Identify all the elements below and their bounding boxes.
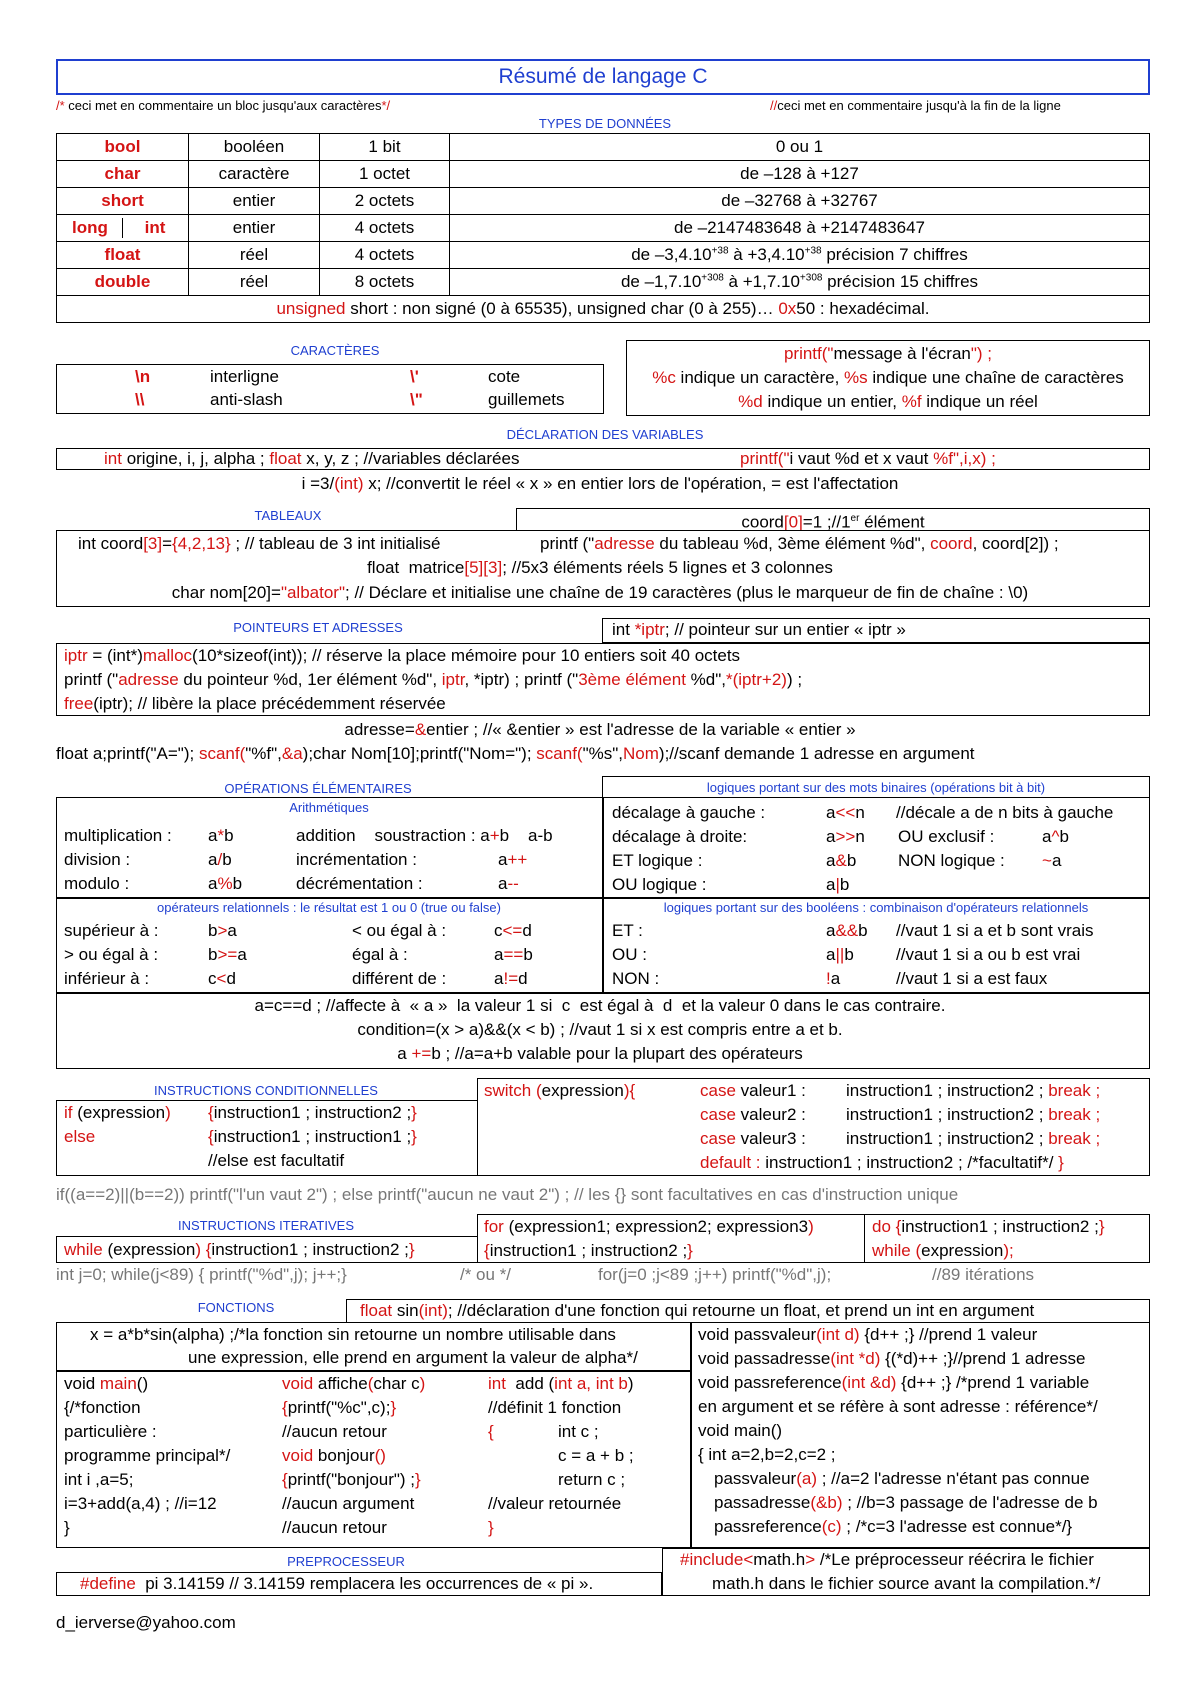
else-block: {instruction1 ; instruction1 ;} xyxy=(208,1127,417,1146)
for-line-2: {instruction1 ; instruction2 ;} xyxy=(484,1241,693,1260)
switch-line: switch (expression){ xyxy=(484,1081,636,1100)
op-not-expr: ~a xyxy=(1042,851,1062,870)
decl-caption: DÉCLARATION DES VARIABLES xyxy=(506,427,704,442)
func-add-close: } xyxy=(488,1518,494,1537)
op-ne: différent de : xyxy=(352,969,447,988)
ops-divider-h1 xyxy=(56,897,1150,899)
if-line: if (expression) xyxy=(64,1103,171,1122)
func-passvaleur: void passvaleur(int d) {d++ ;} //prend 1 valeur xyxy=(698,1325,1038,1344)
op-sup: supérieur à : xyxy=(64,921,159,940)
while-line: while (expression) {instruction1 ; instruction2 ;} xyxy=(64,1240,415,1259)
op-lnot-note: //vaut 1 si a est faux xyxy=(896,969,1048,988)
op-shl-note: //décale a de n bits à gauche xyxy=(896,803,1114,822)
op-shl: décalage à gauche : xyxy=(612,803,766,822)
arrays-line-3: char nom[20]="albator"; // Déclare et initialise une chaîne de 19 caractères (plus le marqueur de fin de chaîne : \0) xyxy=(171,583,1029,602)
iter-example-for: for(j=0 ;j<89 ;j++) printf("%d",j); xyxy=(598,1265,832,1284)
op-add: addition soustraction : a+b a-b xyxy=(296,826,553,845)
char-dquote: \" xyxy=(410,390,423,409)
op-or: OU logique : xyxy=(612,875,707,894)
iter-example-while: int j=0; while(j<89) { printf("%d",j); j++;} xyxy=(56,1265,347,1284)
op-land-expr: a&&b xyxy=(826,921,868,940)
iter-example-note: //89 itérations xyxy=(932,1265,1035,1284)
do-line-2: while (expression); xyxy=(872,1241,1014,1260)
arrays-caption: TABLEAUX xyxy=(254,508,322,523)
func-main-l3: programme principal*/ xyxy=(64,1446,231,1465)
char-quote: \' xyxy=(410,367,419,386)
func-main2-decl: { int a=2,b=2,c=2 ; xyxy=(698,1445,836,1464)
func-ref-note: en argument et se réfère à sont adresse : référence*/ xyxy=(698,1397,1098,1416)
op-inf: inférieur à : xyxy=(64,969,150,988)
ops-divider-v xyxy=(602,797,604,992)
func-bonjour-sig: void bonjour() xyxy=(282,1446,386,1465)
printf-line-1: printf("message à l'écran") ; xyxy=(783,344,993,363)
char-quote-label: cote xyxy=(488,367,521,386)
op-ge-expr: b>=a xyxy=(208,945,247,964)
prep-caption: PREPROCESSEUR xyxy=(287,1554,405,1569)
ops-formula-3: a +=b ; //a=a+b valable pour la plupart des opérateurs xyxy=(397,1044,803,1063)
include-line-1: #include<math.h> /*Le préprocesseur réécrira le fichier xyxy=(680,1550,1094,1569)
funcs-header: float sin(int); //déclaration d'une fonction qui retourne un float, et prend un int en argument xyxy=(360,1301,1035,1320)
funcs-x-line-1: x = a*b*sin(alpha) ;/*la fonction sin retourne un nombre utilisable dans xyxy=(90,1325,616,1344)
op-inc-expr: a++ xyxy=(498,850,528,869)
table-row: char caractère 1 octet de –128 à +127 xyxy=(57,161,1150,188)
pointers-header: int *iptr; // pointeur sur un entier « iptr » xyxy=(612,620,906,639)
table-row: long int entier 4 octets de –2147483648 à +2147483647 xyxy=(57,215,1150,242)
char-backslash: \\ xyxy=(135,390,145,409)
footer-email: d_ierverse@yahoo.com xyxy=(56,1613,236,1632)
bitwise-caption: logiques portant sur des mots binaires (opérations bit à bit) xyxy=(706,780,1046,795)
pointers-line-5: float a;printf("A="); scanf("%f",&a);char Nom[10];printf("Nom="); scanf("%s",Nom);//scanf demande 1 adresse en argument xyxy=(56,744,975,763)
func-main-l5: i=3+add(a,4) ; //i=12 xyxy=(64,1494,217,1513)
func-add-calc: c = a + b ; xyxy=(558,1446,634,1465)
ops-formula-2: condition=(x > a)&&(x < b) ; //vaut 1 si x est compris entre a et b. xyxy=(357,1020,843,1039)
types-table xyxy=(56,133,1150,323)
op-div: division : xyxy=(64,850,131,869)
rel-caption: opérateurs relationnels : le résultat est 1 ou 0 (true ou false) xyxy=(157,900,501,915)
op-shr-expr: a>>n xyxy=(826,827,865,846)
func-main2-sig: void main() xyxy=(698,1421,783,1440)
include-line-2: math.h dans le fichier source avant la compilation.*/ xyxy=(712,1574,1101,1593)
op-inc: incrémentation : xyxy=(296,850,417,869)
ops-formula-1: a=c==d ; //affecte à « a » la valeur 1 si c est égal à d et la valeur 0 dans le cas contraire. xyxy=(254,996,946,1015)
case-2: case valeur2 : xyxy=(700,1105,806,1124)
table-row: bool booléen 1 bit 0 ou 1 xyxy=(57,134,1150,161)
func-add-ret-note: //valeur retournée xyxy=(488,1494,622,1513)
decl-printf: printf("i vaut %d et x vaut %f",i,x) ; xyxy=(740,449,996,468)
op-xor: OU exclusif : xyxy=(898,827,995,846)
func-call-reference: passreference(c) ; /*c=3 l'adresse est connue*/} xyxy=(714,1517,1073,1536)
op-not: NON logique : xyxy=(898,851,1005,870)
else-kw: else xyxy=(64,1127,96,1146)
for-line-1: for (expression1; expression2; expression3) xyxy=(484,1217,814,1236)
pointers-line-2: printf ("adresse du pointeur %d, 1er élément %d", iptr, *iptr) ; printf ("3ème élément %d",*(iptr+2)) ; xyxy=(64,670,803,689)
iter-example-or: /* ou */ xyxy=(460,1265,512,1284)
func-main-l1: {/*fonction xyxy=(64,1398,141,1417)
op-dec-expr: a-- xyxy=(498,874,519,893)
func-main-l2: particulière : xyxy=(64,1422,157,1441)
func-passreference: void passreference(int &d) {d++ ;} /*prend 1 variable xyxy=(698,1373,1090,1392)
printf-line-2: %c indique un caractère, %s indique une chaîne de caractères xyxy=(652,368,1124,387)
func-add-return: return c ; xyxy=(558,1470,626,1489)
func-bonjour-note-2: //aucun retour xyxy=(282,1518,387,1537)
func-bonjour-body: {printf("bonjour") ;} xyxy=(282,1470,421,1489)
op-eq: égal à : xyxy=(352,945,408,964)
op-and-expr: a&b xyxy=(826,851,857,870)
funcs-divider-h xyxy=(56,1370,690,1372)
op-or-expr: a|b xyxy=(826,875,850,894)
func-main-l4: int i ,a=5; xyxy=(64,1470,134,1489)
table-row: double réel 8 octets de $-1,7.10^{+308}$ à $+1,7.10^{+308}$ précision 15 chiffres xyxy=(57,269,1150,296)
arith-caption: Arithmétiques xyxy=(289,800,369,815)
func-add-open: { xyxy=(488,1422,494,1441)
table-row: unsigned short : non signé (0 à 65535), unsigned char (0 à 255)… 0x50 : hexadécimal. xyxy=(57,296,1150,323)
default-case: default : instruction1 ; instruction2 ; /*facultatif*/ } xyxy=(700,1153,1064,1172)
op-xor-expr: a^b xyxy=(1042,827,1069,846)
pointers-caption: POINTEURS ET ADRESSES xyxy=(233,620,403,635)
op-le-expr: c<=d xyxy=(494,921,532,940)
func-bonjour-note-1: //aucun argument xyxy=(282,1494,415,1513)
op-inf-expr: c<d xyxy=(208,969,236,988)
func-add-sig: int add (int a, int b) xyxy=(488,1374,634,1393)
block-comment-note: /* ceci met en commentaire un bloc jusqu'aux caractères*/ xyxy=(56,98,391,113)
op-lor-expr: a||b xyxy=(826,945,854,964)
func-main-l6: } xyxy=(64,1518,70,1537)
cond-caption: INSTRUCTIONS CONDITIONNELLES xyxy=(154,1083,378,1098)
arrays-coord: coord[0]=1 ;//1er élément xyxy=(741,512,925,532)
func-add-note: //définit 1 fonction xyxy=(488,1398,622,1417)
op-land-note: //vaut 1 si a et b sont vrais xyxy=(896,921,1094,940)
pointers-line-4: adresse=&entier ; //« &entier » est l'adresse de la variable « entier » xyxy=(344,720,856,739)
printf-line-3: %d indique un entier, %f indique un réel xyxy=(738,392,1038,411)
table-row: float réel 4 octets de $-3,4.10^{+38}$ à $+3,4.10^{+38}$ précision 7 chiffres xyxy=(57,242,1150,269)
case-3: case valeur3 : xyxy=(700,1129,806,1148)
op-and: ET logique : xyxy=(612,851,703,870)
func-passadresse: void passadresse(int *d) {(*d)++ ;}//prend 1 adresse xyxy=(698,1349,1086,1368)
case-3-instr: instruction1 ; instruction2 ; break ; xyxy=(846,1129,1101,1148)
chars-caption: CARACTÈRES xyxy=(290,343,380,358)
func-add-decl: int c ; xyxy=(558,1422,599,1441)
char-dquote-label: guillemets xyxy=(488,390,565,409)
char-newline: \n xyxy=(135,367,151,386)
op-lor: OU : xyxy=(612,945,647,964)
op-shr: décalage à droite: xyxy=(612,827,748,846)
func-affiche-note: //aucun retour xyxy=(282,1422,387,1441)
pointers-line-1: iptr = (int*)malloc(10*sizeof(int)); // réserve la place mémoire pour 10 entiers soit 40 octets xyxy=(64,646,741,665)
op-mod: modulo : xyxy=(64,874,130,893)
ops-caption: OPÉRATIONS ÉLÉMENTAIRES xyxy=(224,781,412,796)
bool-caption: logiques portant sur des booléens : combinaison d'opérateurs relationnels xyxy=(663,900,1089,915)
do-line-1: do {instruction1 ; instruction2 ;} xyxy=(872,1217,1105,1236)
op-eq-expr: a==b xyxy=(494,945,533,964)
op-mul: multiplication : xyxy=(64,826,172,845)
arrays-printf: printf ("adresse du tableau %d, 3ème élément %d", coord, coord[2]) ; xyxy=(540,534,1059,553)
func-call-adresse: passadresse(&b) ; //b=3 passage de l'adresse de b xyxy=(714,1493,1098,1512)
op-div-expr: a/b xyxy=(208,850,232,869)
case-2-instr: instruction1 ; instruction2 ; break ; xyxy=(846,1105,1101,1124)
line-comment-note: //ceci met en commentaire jusqu'à la fin de la ligne xyxy=(770,98,1061,113)
arrays-line-2: float matrice[5][3]; //5x3 éléments réels 5 lignes et 3 colonnes xyxy=(367,558,833,577)
op-lnot: NON : xyxy=(612,969,660,988)
else-note: //else est facultatif xyxy=(208,1151,345,1170)
if-block: {instruction1 ; instruction2 ;} xyxy=(208,1103,417,1122)
op-le: < ou égal à : xyxy=(352,921,447,940)
iter-caption: INSTRUCTIONS ITERATIVES xyxy=(178,1218,354,1233)
op-land: ET : xyxy=(612,921,643,940)
ops-divider-h2 xyxy=(56,992,1150,994)
case-1-instr: instruction1 ; instruction2 ; break ; xyxy=(846,1081,1101,1100)
op-mul-expr: a*b xyxy=(208,826,234,845)
funcs-x-line-2: une expression, elle prend en argument la valeur de alpha*/ xyxy=(188,1348,638,1367)
func-affiche-body: {printf("%c",c);} xyxy=(282,1398,397,1417)
op-ge: > ou égal à : xyxy=(64,945,159,964)
char-backslash-label: anti-slash xyxy=(210,390,283,409)
case-1: case valeur1 : xyxy=(700,1081,806,1100)
pointers-line-3: free(iptr); // libère la place précédemment réservée xyxy=(64,694,446,713)
op-lor-note: //vaut 1 si a ou b est vrai xyxy=(896,945,1081,964)
arrays-line-1: int coord[3]={4,2,13} ; // tableau de 3 int initialisé xyxy=(78,534,441,553)
func-call-valeur: passvaleur(a) ; //a=2 l'adresse n'étant pas connue xyxy=(714,1469,1090,1488)
cond-example: if((a==2)||(b==2)) printf("l'un vaut 2") ; else printf("aucun ne vaut 2") ; // les {} sont facultatives en cas d'instruction unique xyxy=(56,1185,959,1204)
op-dec: décrémentation : xyxy=(296,874,423,893)
decl-line-2: i =3/(int) x; //convertit le réel « x » en entier lors de l'opération, = est l'affectation xyxy=(301,474,899,493)
op-sup-expr: b>a xyxy=(208,921,237,940)
op-mod-expr: a%b xyxy=(208,874,243,893)
op-lnot-expr: !a xyxy=(826,969,841,988)
func-affiche-sig: void affiche(char c) xyxy=(282,1374,426,1393)
op-shl-expr: a<<n xyxy=(826,803,865,822)
page-title: Résumé de langage C xyxy=(56,59,1150,95)
decl-line-1: int origine, i, j, alpha ; float x, y, z ; //variables déclarées xyxy=(104,449,520,468)
table-row: short entier 2 octets de –32768 à +32767 xyxy=(57,188,1150,215)
types-caption: TYPES DE DONNÉES xyxy=(538,116,672,131)
define-line: #define pi 3.14159 // 3.14159 remplacera les occurrences de « pi ». xyxy=(80,1574,594,1593)
funcs-divider-v xyxy=(690,1322,692,1548)
op-ne-expr: a!=d xyxy=(494,969,528,988)
char-newline-label: interligne xyxy=(210,367,279,386)
funcs-caption: FONCTIONS xyxy=(197,1300,275,1315)
func-main-sig: void main() xyxy=(64,1374,149,1393)
